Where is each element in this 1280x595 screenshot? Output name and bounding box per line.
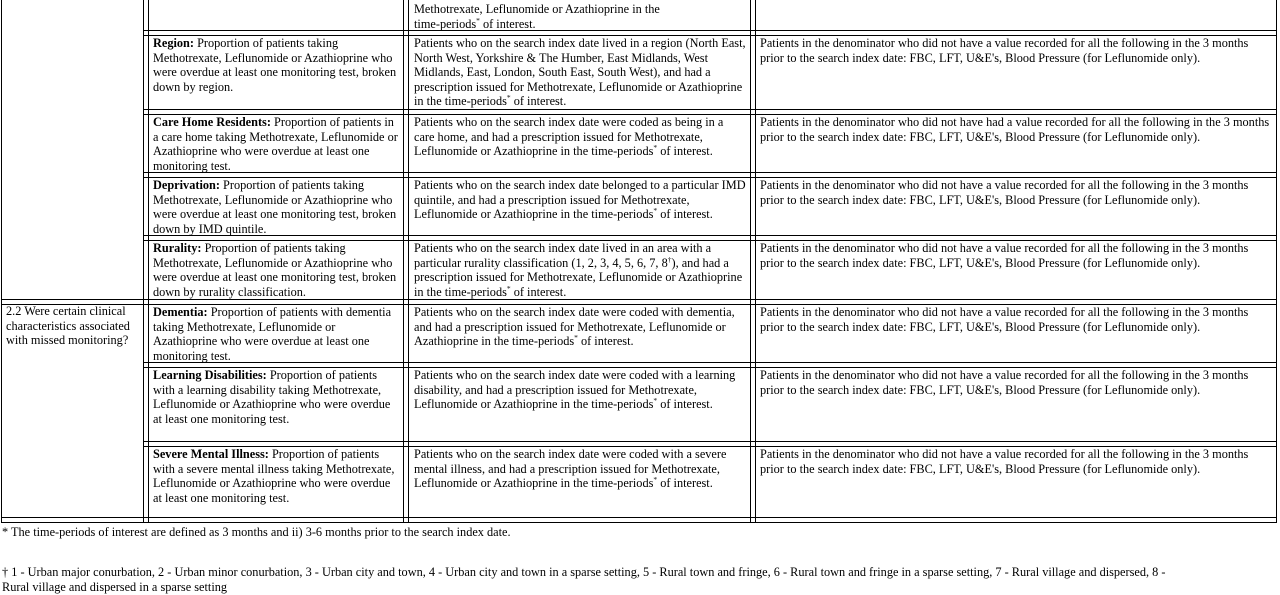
question-cell: [6, 304, 138, 374]
row-divider: [143, 235, 1277, 236]
row-description: Proportion of patients taking Methotrexate, Leflunomide or Azathioprine who were overdue at least one monitoring test, broken down by IMD quintile.: [153, 178, 397, 235]
footnote-dagger: † 1 - Urban major conurbation, 2 - Urban minor conurbation, 3 - Urban city and town, 4 - Urban city and town in a sparse setting, 5 - Rural town and fringe, 6 - Rural town and fringe in a sparse setting, 7 - Rural village and dispersed, 8 - Rural village and dispersed in a sparse setting: [2, 565, 1166, 594]
table-border-bottom: [1, 522, 1277, 523]
row-title: Deprivation:: [153, 178, 220, 192]
numerator-text: Patients in the denominator who did not have a value recorded for all the following in the 3 months prior to the search index date: FBC, LFT, U&E's, Blood Pressure (for Leflunomide only).: [760, 368, 1249, 397]
row-title: Severe Mental Illness:: [153, 447, 269, 461]
denominator-cell: [414, 36, 746, 109]
row-description: Proportion of patients taking Methotrexate, Leflunomide or Azathioprine who were overdue at least one monitoring test, broken down by region.: [153, 36, 397, 94]
numerator-cell: [760, 36, 1272, 109]
fragment-line2: time-periods: [414, 16, 477, 31]
numerator-text: Patients in the denominator who did not have a value recorded for all the following in the 3 months prior to the search index date: FBC, LFT, U&E's, Blood Pressure (for Leflunomide only).: [760, 178, 1249, 207]
denominator-text: Patients who on the search index date were coded as being in a care home, and had a prescription issued for Methotrexate, Leflunomide or Azathioprine in the time-periods: [414, 115, 724, 159]
numerator-cell: [760, 178, 1272, 235]
description-cell: [153, 368, 399, 441]
description-cell: [153, 447, 399, 517]
row-description: Proportion of patients with dementia taking Methotrexate, Leflunomide or Azathioprine who were overdue at least one monitoring test.: [153, 305, 392, 362]
denominator-text: Patients who on the search index date were coded with a learning disability, and had a prescription issued for Methotrexate, Leflunomide or Azathioprine in the time-periods: [414, 368, 736, 412]
row-divider: [143, 362, 1277, 363]
fragment-line2-suffix: of interest.: [479, 16, 536, 31]
denominator-cell: [414, 447, 746, 517]
description-cell: [153, 241, 399, 299]
denominator-suffix: of interest.: [510, 94, 567, 109]
description-cell: [153, 115, 399, 172]
table-border-right: [1276, 0, 1277, 522]
row-divider: [1, 299, 1277, 300]
row-title: Care Home Residents:: [153, 115, 271, 129]
numerator-text: Patients in the denominator who did not have a value recorded for all the following in the 3 months prior to the search index date: FBC, LFT, U&E's, Blood Pressure (for Leflunomide only).: [760, 36, 1249, 65]
denominator-cell: [414, 115, 746, 172]
denominator-cell: [414, 178, 746, 235]
row-description: Proportion of patients with a severe mental illness taking Methotrexate, Leflunomide or Azathioprine who were overdue at least one monitoring test.: [153, 447, 395, 505]
denominator-mid: ), and had a prescription issued for Methotrexate, Leflunomide or Azathioprine in the time-periods: [414, 255, 743, 299]
denominator-text: Patients who on the search index date were coded with dementia, and had a prescription issued for Methotrexate, Leflunomide or Azathioprine in the time-periods: [414, 305, 735, 349]
row-title: Dementia:: [153, 305, 208, 319]
numerator-cell: [760, 368, 1272, 441]
asterisk-mark: *: [476, 15, 480, 25]
asterisk-mark: *: [653, 396, 658, 406]
denominator-text: Patients who on the search index date were coded with a severe mental illness, and had a prescription issued for Methotrexate, Leflunomide or Azathioprine in the time-periods: [414, 447, 727, 491]
column-divider: [148, 0, 149, 522]
column-divider: [403, 0, 404, 522]
numerator-text: Patients in the denominator who did not have a value recorded for all the following in the 3 months prior to the search index date: FBC, LFT, U&E's, Blood Pressure (for Leflunomide only).: [760, 447, 1249, 476]
denominator-suffix: of interest.: [577, 334, 634, 349]
row-divider: [143, 109, 1277, 110]
numerator-cell: [760, 447, 1272, 517]
denominator-suffix: of interest.: [510, 284, 567, 299]
dagger-mark: †: [667, 254, 672, 264]
asterisk-mark: *: [506, 93, 511, 103]
denominator-suffix: of interest.: [657, 207, 713, 222]
description-cell: [153, 305, 399, 362]
denominator-cell: [414, 305, 746, 362]
description-cell: [153, 36, 399, 109]
top-fragment-cell: [414, 2, 744, 32]
question-text: 2.2 Were certain clinical characteristics associated with missed monitoring?: [6, 304, 130, 348]
row-description: Proportion of patients taking Methotrexate, Leflunomide or Azathioprine who were overdue at least one monitoring test, broken down by rurality classification.: [153, 241, 397, 299]
row-description: Proportion of patients with a learning disability taking Methotrexate, Leflunomide or Azathioprine who were overdue at least one monitoring test.: [153, 368, 391, 426]
numerator-text: Patients in the denominator who did not have a value recorded for all the following in the 3 months prior to the search index date: FBC, LFT, U&E's, Blood Pressure (for Leflunomide only).: [760, 305, 1249, 334]
column-divider: [408, 0, 409, 522]
denominator-text: Patients who on the search index date belonged to a particular IMD quintile, and had a prescription issued for Methotrexate, Leflunomide or Azathioprine in the time-periods: [414, 178, 746, 222]
fragment-line1: Methotrexate, Leflunomide or Azathioprine in the: [414, 2, 660, 16]
asterisk-mark: *: [574, 333, 578, 343]
numerator-cell: [760, 241, 1272, 299]
denominator-suffix: of interest.: [657, 476, 713, 491]
footnote-asterisk: * The time-periods of interest are defined as 3 months and ii) 3-6 months prior to the search index date.: [2, 525, 511, 539]
description-cell: [153, 178, 399, 235]
row-divider: [143, 441, 1277, 442]
asterisk-mark: *: [653, 206, 658, 216]
table-border-left: [1, 0, 2, 522]
denominator-cell: [414, 241, 746, 299]
row-title: Learning Disabilities:: [153, 368, 267, 382]
asterisk-mark: *: [653, 475, 658, 485]
column-divider: [750, 0, 751, 522]
asterisk-mark: *: [653, 143, 658, 153]
numerator-cell: [760, 305, 1272, 362]
row-title: Region:: [153, 36, 194, 50]
numerator-text: Patients in the denominator who did not have had a value recorded for all the following in the 3 months prior to the search index date: FBC, LFT, U&E's, Blood Pressure (for Leflunomide only).: [760, 115, 1270, 144]
numerator-cell: [760, 115, 1272, 172]
denominator-suffix: of interest.: [657, 144, 713, 159]
table-border-bottom: [1, 517, 1277, 518]
row-divider: [143, 172, 1277, 173]
denominator-text: Patients who on the search index date lived in an area with a particular rurality classification (1, 2, 3, 4, 5, 6, 7, 8: [414, 241, 712, 270]
column-divider: [755, 0, 756, 522]
row-description: Proportion of patients in a care home taking Methotrexate, Leflunomide or Azathioprine who were overdue at least one monitoring test.: [153, 115, 398, 172]
column-divider: [143, 0, 144, 522]
asterisk-mark: *: [506, 283, 511, 293]
denominator-text: Patients who on the search index date lived in a region (North East, North West, Yorkshire & The Humber, East Midlands, West Midlands, East, London, South East, South West), and had a prescription issued for Methotrexate, Leflunomide or Azathioprine in the time-periods: [414, 36, 746, 109]
row-title: Rurality:: [153, 241, 202, 255]
denominator-cell: [414, 368, 746, 441]
denominator-suffix: of interest.: [657, 397, 713, 412]
numerator-text: Patients in the denominator who did not have a value recorded for all the following in the 3 months prior to the search index date: FBC, LFT, U&E's, Blood Pressure (for Leflunomide only).: [760, 241, 1249, 270]
